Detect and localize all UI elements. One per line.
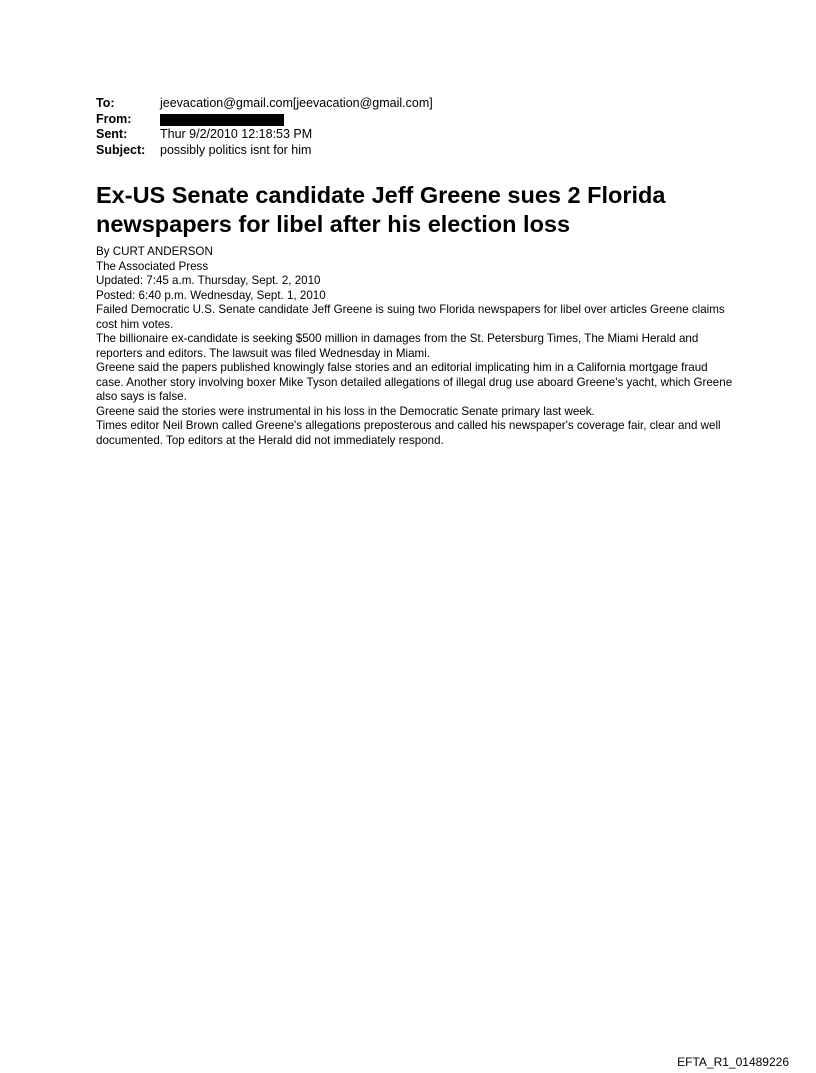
byline: By CURT ANDERSON — [96, 245, 213, 258]
subject-value: possibly politics isnt for him — [160, 142, 312, 157]
article-paragraph: The billionaire ex-candidate is seeking $500 million in damages from the St. Petersburg Times, The Miami Herald and reporters and editors. The lawsuit was filed Wednesday in Miami. — [96, 332, 699, 360]
subject-label: Subject: — [96, 142, 146, 157]
updated-timestamp: Updated: 7:45 a.m. Thursday, Sept. 2, 2010 — [96, 274, 321, 287]
article-paragraph: Greene said the papers published knowingly false stories and an editorial implicating him in a California mortgage fraud case. Another story involving boxer Mike Tyson detailed allegations of illegal drug use aboard Greene's yacht, which Greene also says is false. — [96, 361, 733, 403]
email-header — [96, 96, 433, 158]
article-body — [96, 245, 736, 448]
posted-timestamp: Posted: 6:40 p.m. Wednesday, Sept. 1, 2010 — [96, 288, 326, 302]
sent-value: Thur 9/2/2010 12:18:53 PM — [160, 127, 313, 141]
subject-row — [96, 143, 433, 159]
to-value: jeevacation@gmail.com[jeevacation@gmail.com] — [160, 96, 433, 110]
from-label: From: — [96, 111, 132, 126]
redaction-bar — [160, 114, 284, 126]
publisher: The Associated Press — [96, 259, 209, 273]
to-row — [96, 96, 433, 112]
article-paragraph: Failed Democratic U.S. Senate candidate Jeff Greene is suing two Florida newspapers for libel over articles Greene claims cost him votes. — [96, 303, 725, 331]
article-headline: Ex-US Senate candidate Jeff Greene sues 2 Florida newspapers for libel after his election loss — [96, 182, 666, 237]
article-paragraph: Times editor Neil Brown called Greene's allegations preposterous and called his newspaper's coverage fair, clear and well documented. Top editors at the Herald did not immediately respond. — [96, 419, 721, 447]
from-row — [96, 112, 433, 128]
article-paragraph: Greene said the stories were instrumental in his loss in the Democratic Senate primary last week. — [96, 404, 595, 418]
document-id: EFTA_R1_01489226 — [677, 1055, 789, 1069]
sent-label: Sent: — [96, 127, 128, 141]
sent-row — [96, 127, 433, 143]
to-label: To: — [96, 96, 115, 110]
